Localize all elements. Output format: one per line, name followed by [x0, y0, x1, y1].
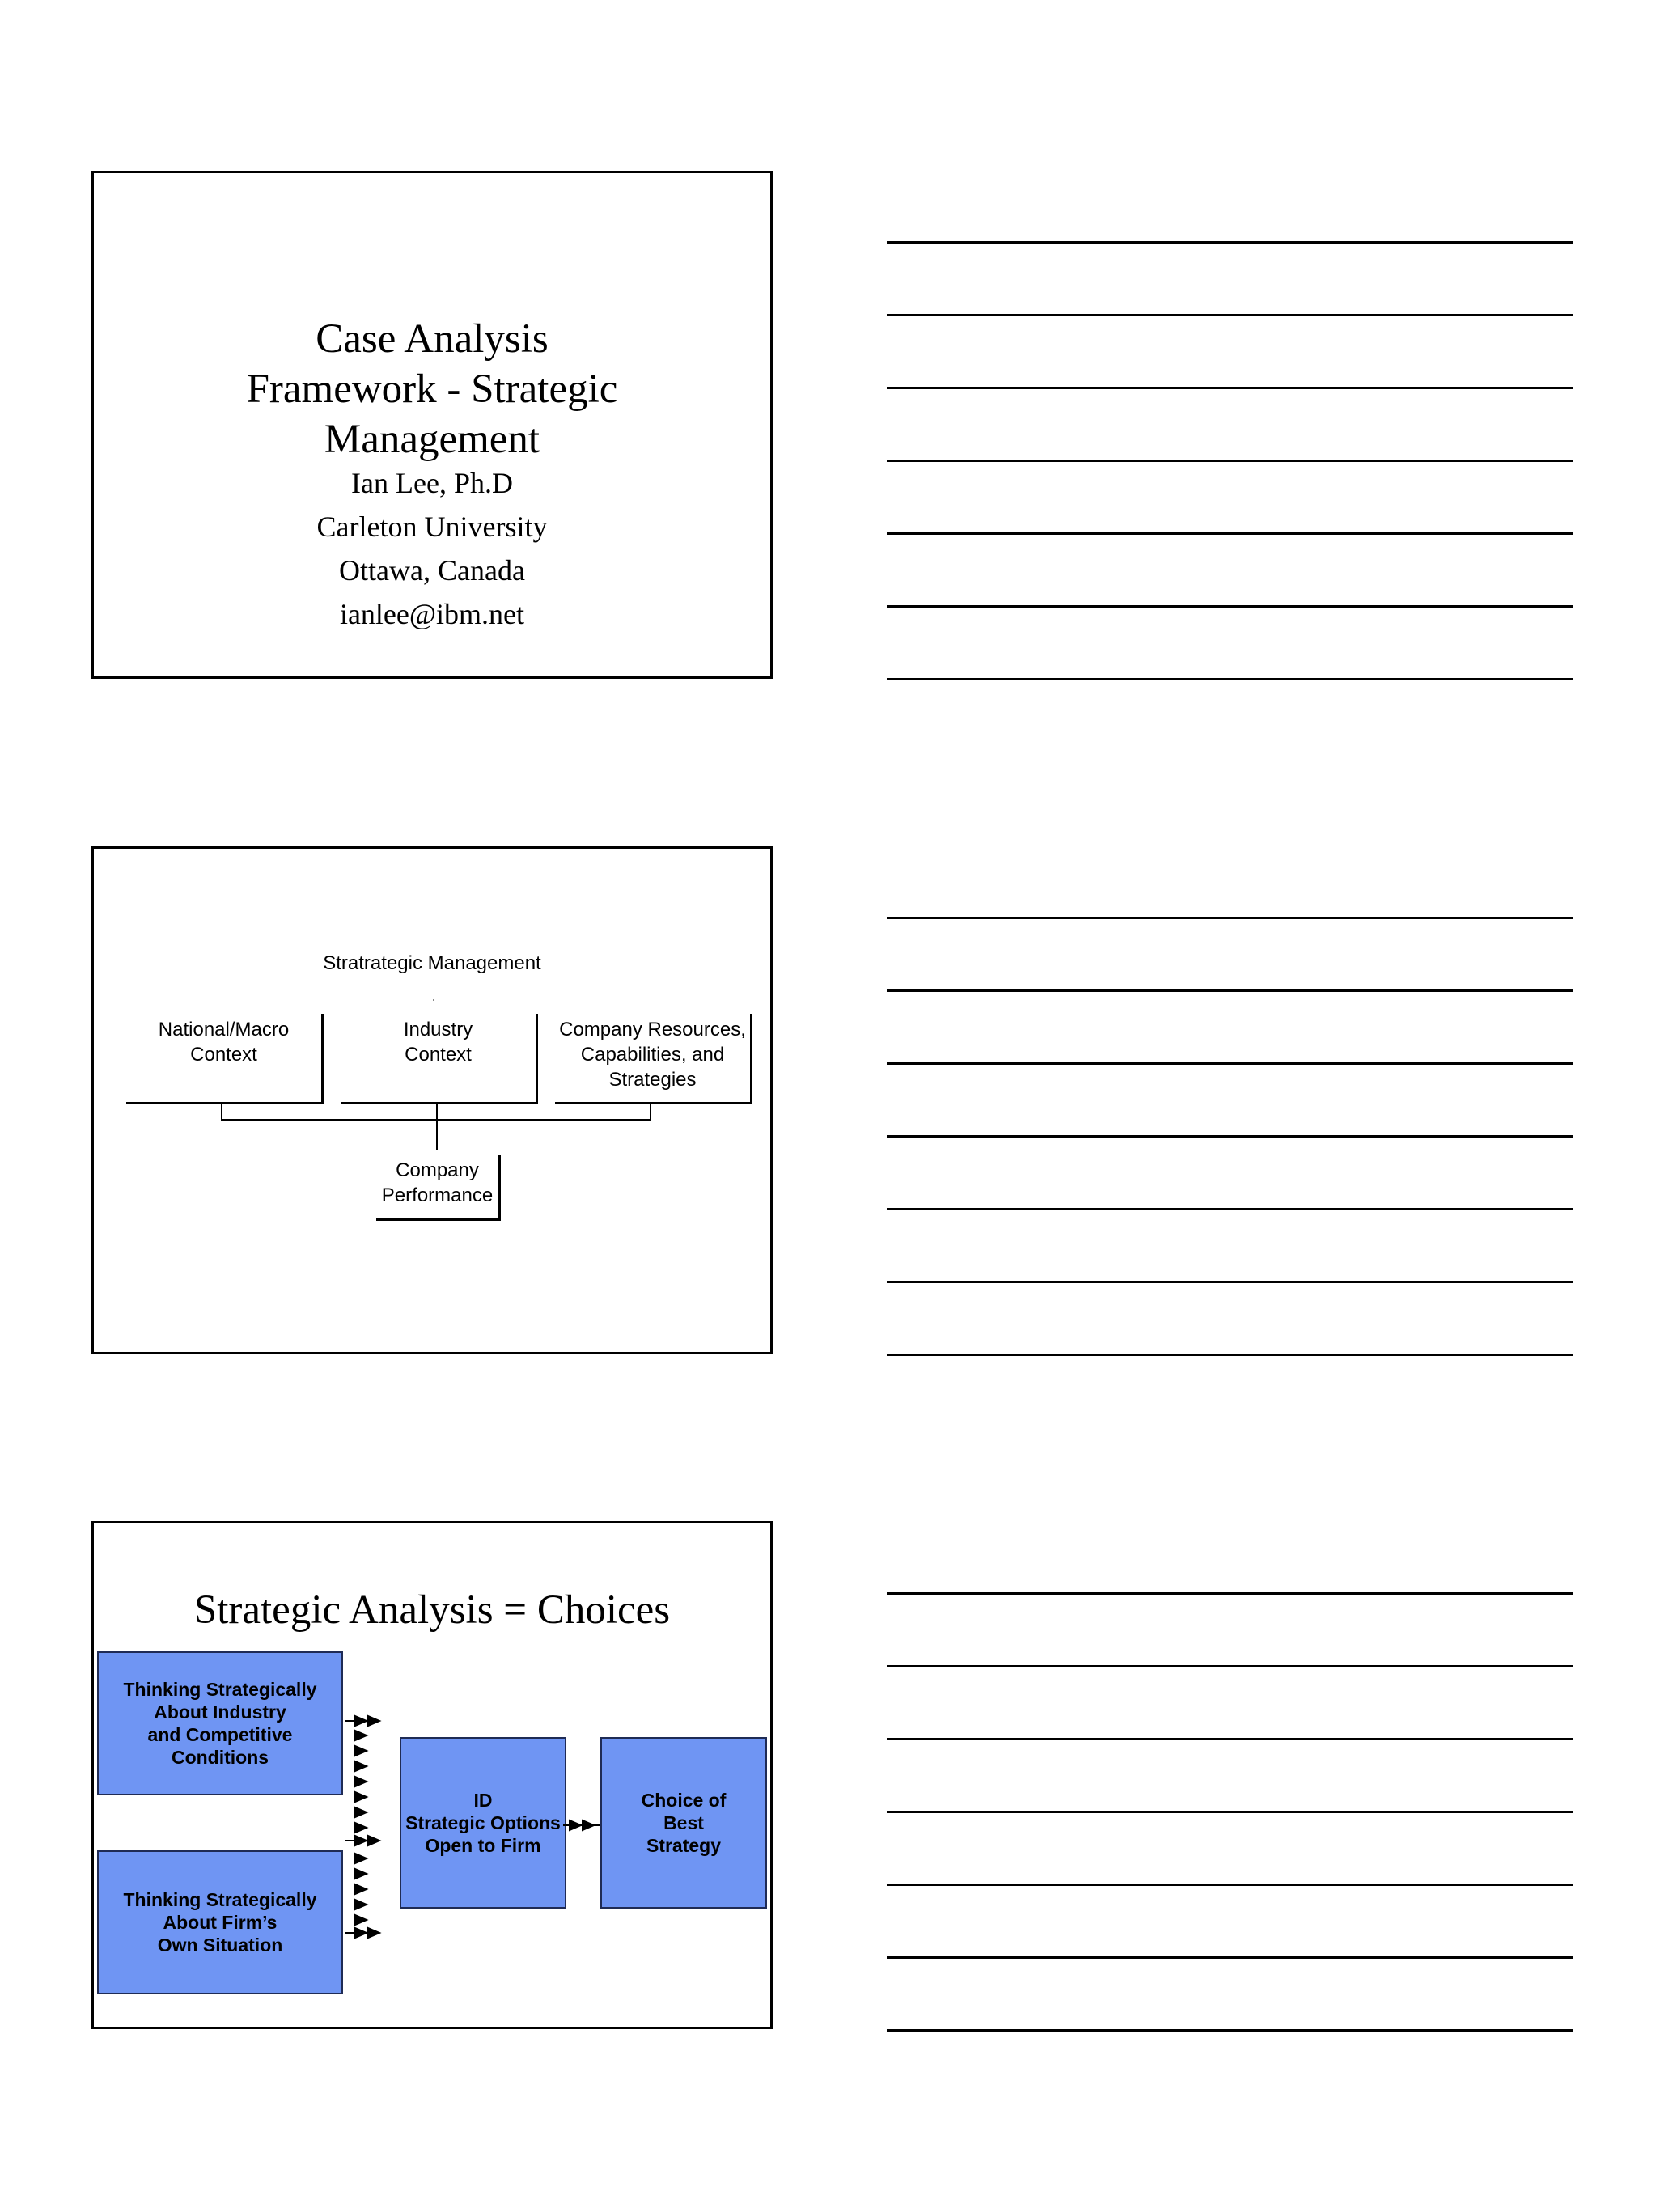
box-text: Strategy: [646, 1835, 722, 1856]
note-line: [887, 1665, 1573, 1667]
box-text: About Industry: [154, 1701, 286, 1723]
slide-org-chart: [91, 846, 773, 1354]
title-line: Case Analysis: [316, 316, 549, 362]
note-line: [887, 678, 1573, 680]
note-line: [887, 1956, 1573, 1959]
box-text: Open to Firm: [425, 1835, 541, 1856]
notes-area: [887, 917, 1573, 1370]
box-text: Industry: [403, 1019, 473, 1040]
box-text: Strategies: [608, 1069, 697, 1091]
box-text: Thinking Strategically: [123, 1889, 317, 1910]
connector-line: [436, 1104, 438, 1121]
box-text: Choice of: [641, 1790, 727, 1811]
box-text: Strategic Options: [405, 1812, 561, 1833]
note-line: [887, 1354, 1573, 1356]
slide-strategic-analysis: [91, 1521, 773, 2029]
connector-line: [221, 1104, 222, 1121]
box-text: Company: [396, 1159, 479, 1181]
org-chart-title: Stratrategic Management: [323, 952, 541, 974]
author-name: Ian Lee, Ph.D: [351, 467, 513, 499]
notes-area: [887, 1592, 1573, 2045]
box-text: and Competitive: [147, 1724, 293, 1745]
note-line: [887, 387, 1573, 389]
note-line: [887, 1811, 1573, 1813]
note-line: [887, 314, 1573, 316]
box-text: Thinking Strategically: [123, 1679, 317, 1700]
note-line: [887, 1281, 1573, 1283]
box-text: Own Situation: [157, 1934, 283, 1956]
note-line: [887, 605, 1573, 608]
title-line: Management: [324, 417, 540, 462]
author-email: ianlee@ibm.net: [339, 598, 525, 630]
note-line: [887, 1592, 1573, 1595]
note-line: [887, 917, 1573, 919]
box-company-resources: [555, 1014, 752, 1104]
box-text: About Firm’s: [163, 1912, 278, 1933]
box-text: Performance: [381, 1184, 494, 1206]
box-strategic-options: [400, 1737, 566, 1909]
box-text: Context: [190, 1044, 257, 1066]
box-industry-context: [341, 1014, 538, 1104]
box-text: Company Resources,: [559, 1019, 746, 1040]
box-text: Best: [663, 1812, 704, 1833]
note-line: [887, 1738, 1573, 1740]
box-text: Context: [405, 1044, 472, 1066]
box-choice-best-strategy: [600, 1737, 767, 1909]
note-line: [887, 460, 1573, 462]
note-line: [887, 241, 1573, 244]
box-thinking-industry: [97, 1651, 343, 1795]
title-connector-dot: [433, 999, 434, 1001]
note-line: [887, 1884, 1573, 1886]
connector-line: [436, 1119, 438, 1150]
author-location: Ottawa, Canada: [339, 554, 525, 587]
arrow-column: [344, 1713, 384, 1939]
box-text: Conditions: [171, 1747, 269, 1768]
box-national-context: [126, 1014, 324, 1104]
note-line: [887, 1208, 1573, 1210]
slide-title: [91, 171, 773, 679]
note-line: [887, 532, 1573, 535]
author-affiliation: Carleton University: [316, 511, 548, 543]
box-text: Capabilities, and: [580, 1044, 725, 1066]
note-line: [887, 989, 1573, 992]
title-line: Framework - Strategic: [246, 367, 618, 412]
slide-title-subtitle: [94, 461, 770, 636]
slide-title-heading: [94, 314, 770, 464]
box-thinking-firm: [97, 1850, 343, 1994]
note-line: [887, 1135, 1573, 1138]
box-text: ID: [473, 1790, 493, 1811]
box-company-performance: [376, 1155, 501, 1221]
strategic-analysis-title: Strategic Analysis = Choices: [193, 1587, 671, 1633]
note-line: [887, 1062, 1573, 1065]
note-line: [887, 2029, 1573, 2032]
connector-line: [650, 1104, 651, 1121]
box-text: National/Macro: [158, 1019, 290, 1040]
notes-area: [887, 241, 1573, 694]
